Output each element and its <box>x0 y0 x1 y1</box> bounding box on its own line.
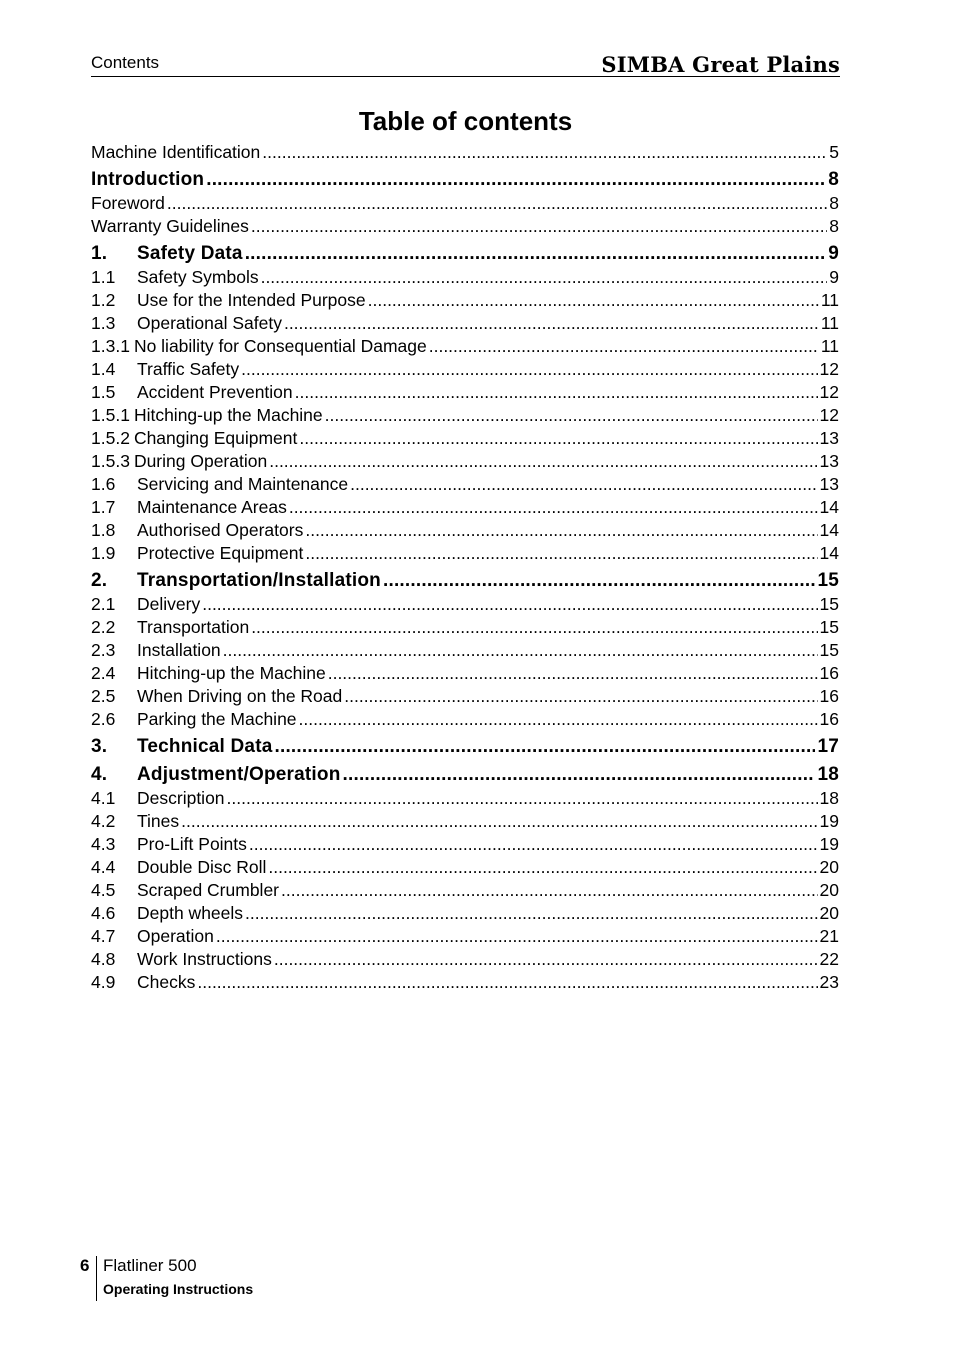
footer-document-type: Operating Instructions <box>103 1281 254 1297</box>
toc-entry-label: Pro-Lift Points <box>137 834 247 854</box>
toc-entry-page: 16 <box>819 663 839 683</box>
toc-entry[interactable] <box>91 404 839 427</box>
toc-entry-number: 4.3 <box>91 834 116 854</box>
toc-entry-page: 16 <box>819 686 839 706</box>
toc-entry[interactable] <box>91 266 839 289</box>
toc-entry[interactable] <box>91 759 839 787</box>
toc-entry[interactable] <box>91 141 839 164</box>
toc-entry-page: 14 <box>819 520 839 540</box>
toc-leader-dots <box>167 192 827 215</box>
toc-leader-dots <box>197 971 817 994</box>
toc-leader-dots <box>223 639 818 662</box>
toc-entry-label: Operation <box>137 926 214 946</box>
toc-entry-page: 12 <box>819 405 839 425</box>
toc-entry-label: Transportation <box>137 617 250 637</box>
toc-entry-number: 4.9 <box>91 972 116 992</box>
toc-leader-dots <box>344 685 817 708</box>
toc-entry-label: No liability for Consequential Damage <box>133 336 427 356</box>
toc-entry-page: 13 <box>819 451 839 471</box>
footer-page-number: 6 <box>80 1256 90 1275</box>
toc-entry-label: Hitching-up the Machine <box>133 405 323 425</box>
toc-leader-dots <box>245 238 827 266</box>
toc-entry[interactable] <box>91 289 839 312</box>
toc-entry-page: 19 <box>819 834 839 854</box>
toc-entry-number: 1.5.1 <box>91 405 130 425</box>
toc-leader-dots <box>216 925 818 948</box>
toc-entry-page: 5 <box>829 142 839 162</box>
toc-entry-number: 4.6 <box>91 903 116 923</box>
toc-leader-dots <box>325 404 818 427</box>
toc-entry-label: Description <box>137 788 225 808</box>
toc-leader-dots <box>295 381 818 404</box>
toc-entry-number: 1.3 <box>91 313 116 333</box>
toc-entry[interactable] <box>91 565 839 593</box>
toc-entry-label: Safety Data <box>137 243 243 264</box>
toc-entry-number: 4.5 <box>91 880 116 900</box>
toc-leader-dots <box>305 542 817 565</box>
brand-logo-text: SIMBA Great Plains <box>601 52 840 77</box>
toc-entry-label: Warranty Guidelines <box>91 216 249 236</box>
toc-entry[interactable] <box>91 542 839 565</box>
toc-entry[interactable] <box>91 787 839 810</box>
toc-entry-page: 8 <box>829 193 839 213</box>
page-header <box>91 50 840 77</box>
footer-divider <box>96 1256 97 1301</box>
toc-entry-page: 9 <box>828 243 839 264</box>
toc-leader-dots <box>429 335 819 358</box>
toc-leader-dots <box>275 731 816 759</box>
toc-entry-label: Traffic Safety <box>137 359 240 379</box>
toc-entry-page: 20 <box>819 857 839 877</box>
toc-entry-page: 21 <box>819 926 839 946</box>
toc-entry[interactable] <box>91 925 839 948</box>
toc-entry-label: Parking the Machine <box>137 709 297 729</box>
toc-entry-page: 22 <box>819 949 839 969</box>
toc-entry-page: 16 <box>819 709 839 729</box>
toc-entry[interactable] <box>91 473 839 496</box>
toc-entry-number: 4.2 <box>91 811 116 831</box>
toc-entry[interactable] <box>91 810 839 833</box>
page-title: Table of contents <box>358 106 573 136</box>
toc-entry-page: 19 <box>819 811 839 831</box>
toc-entry-page: 15 <box>819 617 839 637</box>
toc-entry[interactable] <box>91 192 839 215</box>
toc-entry[interactable] <box>91 971 839 994</box>
toc-entry-page: 18 <box>817 764 839 785</box>
toc-entry-number: 1.3.1 <box>91 336 130 356</box>
toc-entry[interactable] <box>91 381 839 404</box>
toc-entry-label: Hitching-up the Machine <box>137 663 326 683</box>
toc-entry-page: 11 <box>820 290 839 310</box>
toc-entry[interactable] <box>91 833 839 856</box>
toc-entry-number: 4.4 <box>91 857 116 877</box>
toc-entry-label: Maintenance Areas <box>137 497 287 517</box>
toc-entry[interactable] <box>91 662 839 685</box>
toc-leader-dots <box>241 358 817 381</box>
toc-entry[interactable] <box>91 164 839 192</box>
toc-leader-dots <box>202 593 817 616</box>
toc-leader-dots <box>328 662 818 685</box>
toc-entry[interactable] <box>91 335 839 358</box>
toc-entry-number: 1.2 <box>91 290 116 310</box>
toc-leader-dots <box>343 759 816 787</box>
toc-entry-number: 1.1 <box>91 267 116 287</box>
toc-entry-label: Transportation/Installation <box>137 570 381 591</box>
toc-entry-number: 2. <box>91 570 108 591</box>
toc-entry-number: 1.4 <box>91 359 116 379</box>
toc-entry[interactable] <box>91 708 839 731</box>
toc-entry-label: Servicing and Maintenance <box>137 474 349 494</box>
toc-entry-label: When Driving on the Road <box>137 686 343 706</box>
toc-leader-dots <box>251 215 827 238</box>
toc-entry[interactable] <box>91 358 839 381</box>
toc-entry-page: 20 <box>819 880 839 900</box>
toc-entry-page: 14 <box>819 497 839 517</box>
toc-leader-dots <box>245 902 817 925</box>
toc-entry-page: 17 <box>817 736 839 757</box>
toc-entry-page: 8 <box>829 216 839 236</box>
toc-entry-page: 8 <box>828 169 839 190</box>
toc-entry-page: 18 <box>819 788 839 808</box>
toc-entry-page: 20 <box>819 903 839 923</box>
toc-entry[interactable] <box>91 496 839 519</box>
toc-entry[interactable] <box>91 616 839 639</box>
toc-entry[interactable] <box>91 731 839 759</box>
toc-entry-number: 2.1 <box>91 594 116 614</box>
toc-entry-number: 1.6 <box>91 474 116 494</box>
toc-entry-page: 11 <box>820 313 839 333</box>
toc-leader-dots <box>227 787 818 810</box>
toc-entry-number: 4. <box>91 764 108 785</box>
toc-entry-label: Checks <box>137 972 196 992</box>
toc-entry-number: 3. <box>91 736 108 757</box>
toc-entry-label: Double Disc Roll <box>137 857 267 877</box>
toc-entry-number: 4.1 <box>91 788 116 808</box>
toc-entry-number: 1.8 <box>91 520 116 540</box>
toc-entry-label: Depth wheels <box>137 903 244 923</box>
toc-entry-page: 13 <box>819 474 839 494</box>
toc-leader-dots <box>251 616 817 639</box>
toc-leader-dots <box>305 519 817 542</box>
toc-entry-page: 9 <box>829 267 839 287</box>
toc-entry-label: Machine Identification <box>91 142 261 162</box>
toc-entry-label: Installation <box>137 640 221 660</box>
toc-entry-label: Protective Equipment <box>137 543 304 563</box>
toc-entry-number: 4.8 <box>91 949 116 969</box>
toc-entry-label: Foreword <box>91 193 165 213</box>
toc-entry-number: 1.5.2 <box>91 428 130 448</box>
toc-entry-number: 2.6 <box>91 709 116 729</box>
toc-entry-label: Changing Equipment <box>133 428 298 448</box>
table-of-contents <box>91 141 839 994</box>
footer-product-name: Flatliner 500 <box>103 1256 197 1275</box>
header-section-title: Contents <box>91 53 160 72</box>
toc-leader-dots <box>289 496 818 519</box>
toc-entry-label: Operational Safety <box>137 313 282 333</box>
toc-entry-number: 1.9 <box>91 543 116 563</box>
toc-leader-dots <box>281 879 818 902</box>
toc-leader-dots <box>269 450 817 473</box>
toc-entry[interactable] <box>91 238 839 266</box>
toc-entry-page: 13 <box>819 428 839 448</box>
toc-entry-page: 11 <box>820 336 839 356</box>
toc-entry-number: 1.5 <box>91 382 116 402</box>
toc-leader-dots <box>299 427 817 450</box>
toc-entry[interactable] <box>91 215 839 238</box>
toc-entry-label: Adjustment/Operation <box>137 764 341 785</box>
toc-entry-number: 2.5 <box>91 686 116 706</box>
toc-entry-page: 14 <box>819 543 839 563</box>
toc-leader-dots <box>299 708 818 731</box>
toc-entry[interactable] <box>91 685 839 708</box>
toc-entry-label: Use for the Intended Purpose <box>137 290 366 310</box>
toc-entry-number: 4.7 <box>91 926 116 946</box>
toc-entry[interactable] <box>91 312 839 335</box>
toc-entry-label: During Operation <box>133 451 268 471</box>
toc-leader-dots <box>261 266 828 289</box>
toc-entry-page: 15 <box>819 594 839 614</box>
toc-entry[interactable] <box>91 593 839 616</box>
toc-entry-number: 2.3 <box>91 640 116 660</box>
toc-entry-page: 15 <box>819 640 839 660</box>
toc-entry[interactable] <box>91 856 839 879</box>
toc-entry[interactable] <box>91 427 839 450</box>
toc-leader-dots <box>268 856 817 879</box>
toc-entry[interactable] <box>91 948 839 971</box>
toc-leader-dots <box>284 312 819 335</box>
toc-entry[interactable] <box>91 902 839 925</box>
toc-leader-dots <box>350 473 817 496</box>
toc-entry[interactable] <box>91 639 839 662</box>
toc-entry-number: 1.7 <box>91 497 116 517</box>
toc-leader-dots <box>181 810 817 833</box>
toc-entry-page: 15 <box>817 570 839 591</box>
toc-leader-dots <box>206 164 826 192</box>
toc-entry-label: Safety Symbols <box>137 267 259 287</box>
toc-leader-dots <box>249 833 818 856</box>
toc-entry-page: 12 <box>819 382 839 402</box>
toc-leader-dots <box>383 565 815 593</box>
toc-entry-label: Introduction <box>91 169 205 190</box>
toc-entry-label: Authorised Operators <box>137 520 304 540</box>
toc-entry-label: Work Instructions <box>137 949 272 969</box>
toc-entry-number: 1.5.3 <box>91 451 130 471</box>
toc-entry-label: Delivery <box>137 594 201 614</box>
toc-entry-label: Scraped Crumbler <box>137 880 279 900</box>
toc-entry-label: Tines <box>137 811 180 831</box>
toc-entry-number: 2.4 <box>91 663 116 683</box>
toc-entry[interactable] <box>91 879 839 902</box>
toc-leader-dots <box>368 289 819 312</box>
toc-entry[interactable] <box>91 519 839 542</box>
toc-leader-dots <box>262 141 827 164</box>
toc-leader-dots <box>274 948 818 971</box>
toc-entry-label: Technical Data <box>137 736 273 757</box>
toc-entry-number: 2.2 <box>91 617 116 637</box>
toc-entry-page: 12 <box>819 359 839 379</box>
toc-entry[interactable] <box>91 450 839 473</box>
toc-entry-number: 1. <box>91 243 108 264</box>
toc-entry-page: 23 <box>819 972 839 992</box>
toc-entry-label: Accident Prevention <box>137 382 293 402</box>
